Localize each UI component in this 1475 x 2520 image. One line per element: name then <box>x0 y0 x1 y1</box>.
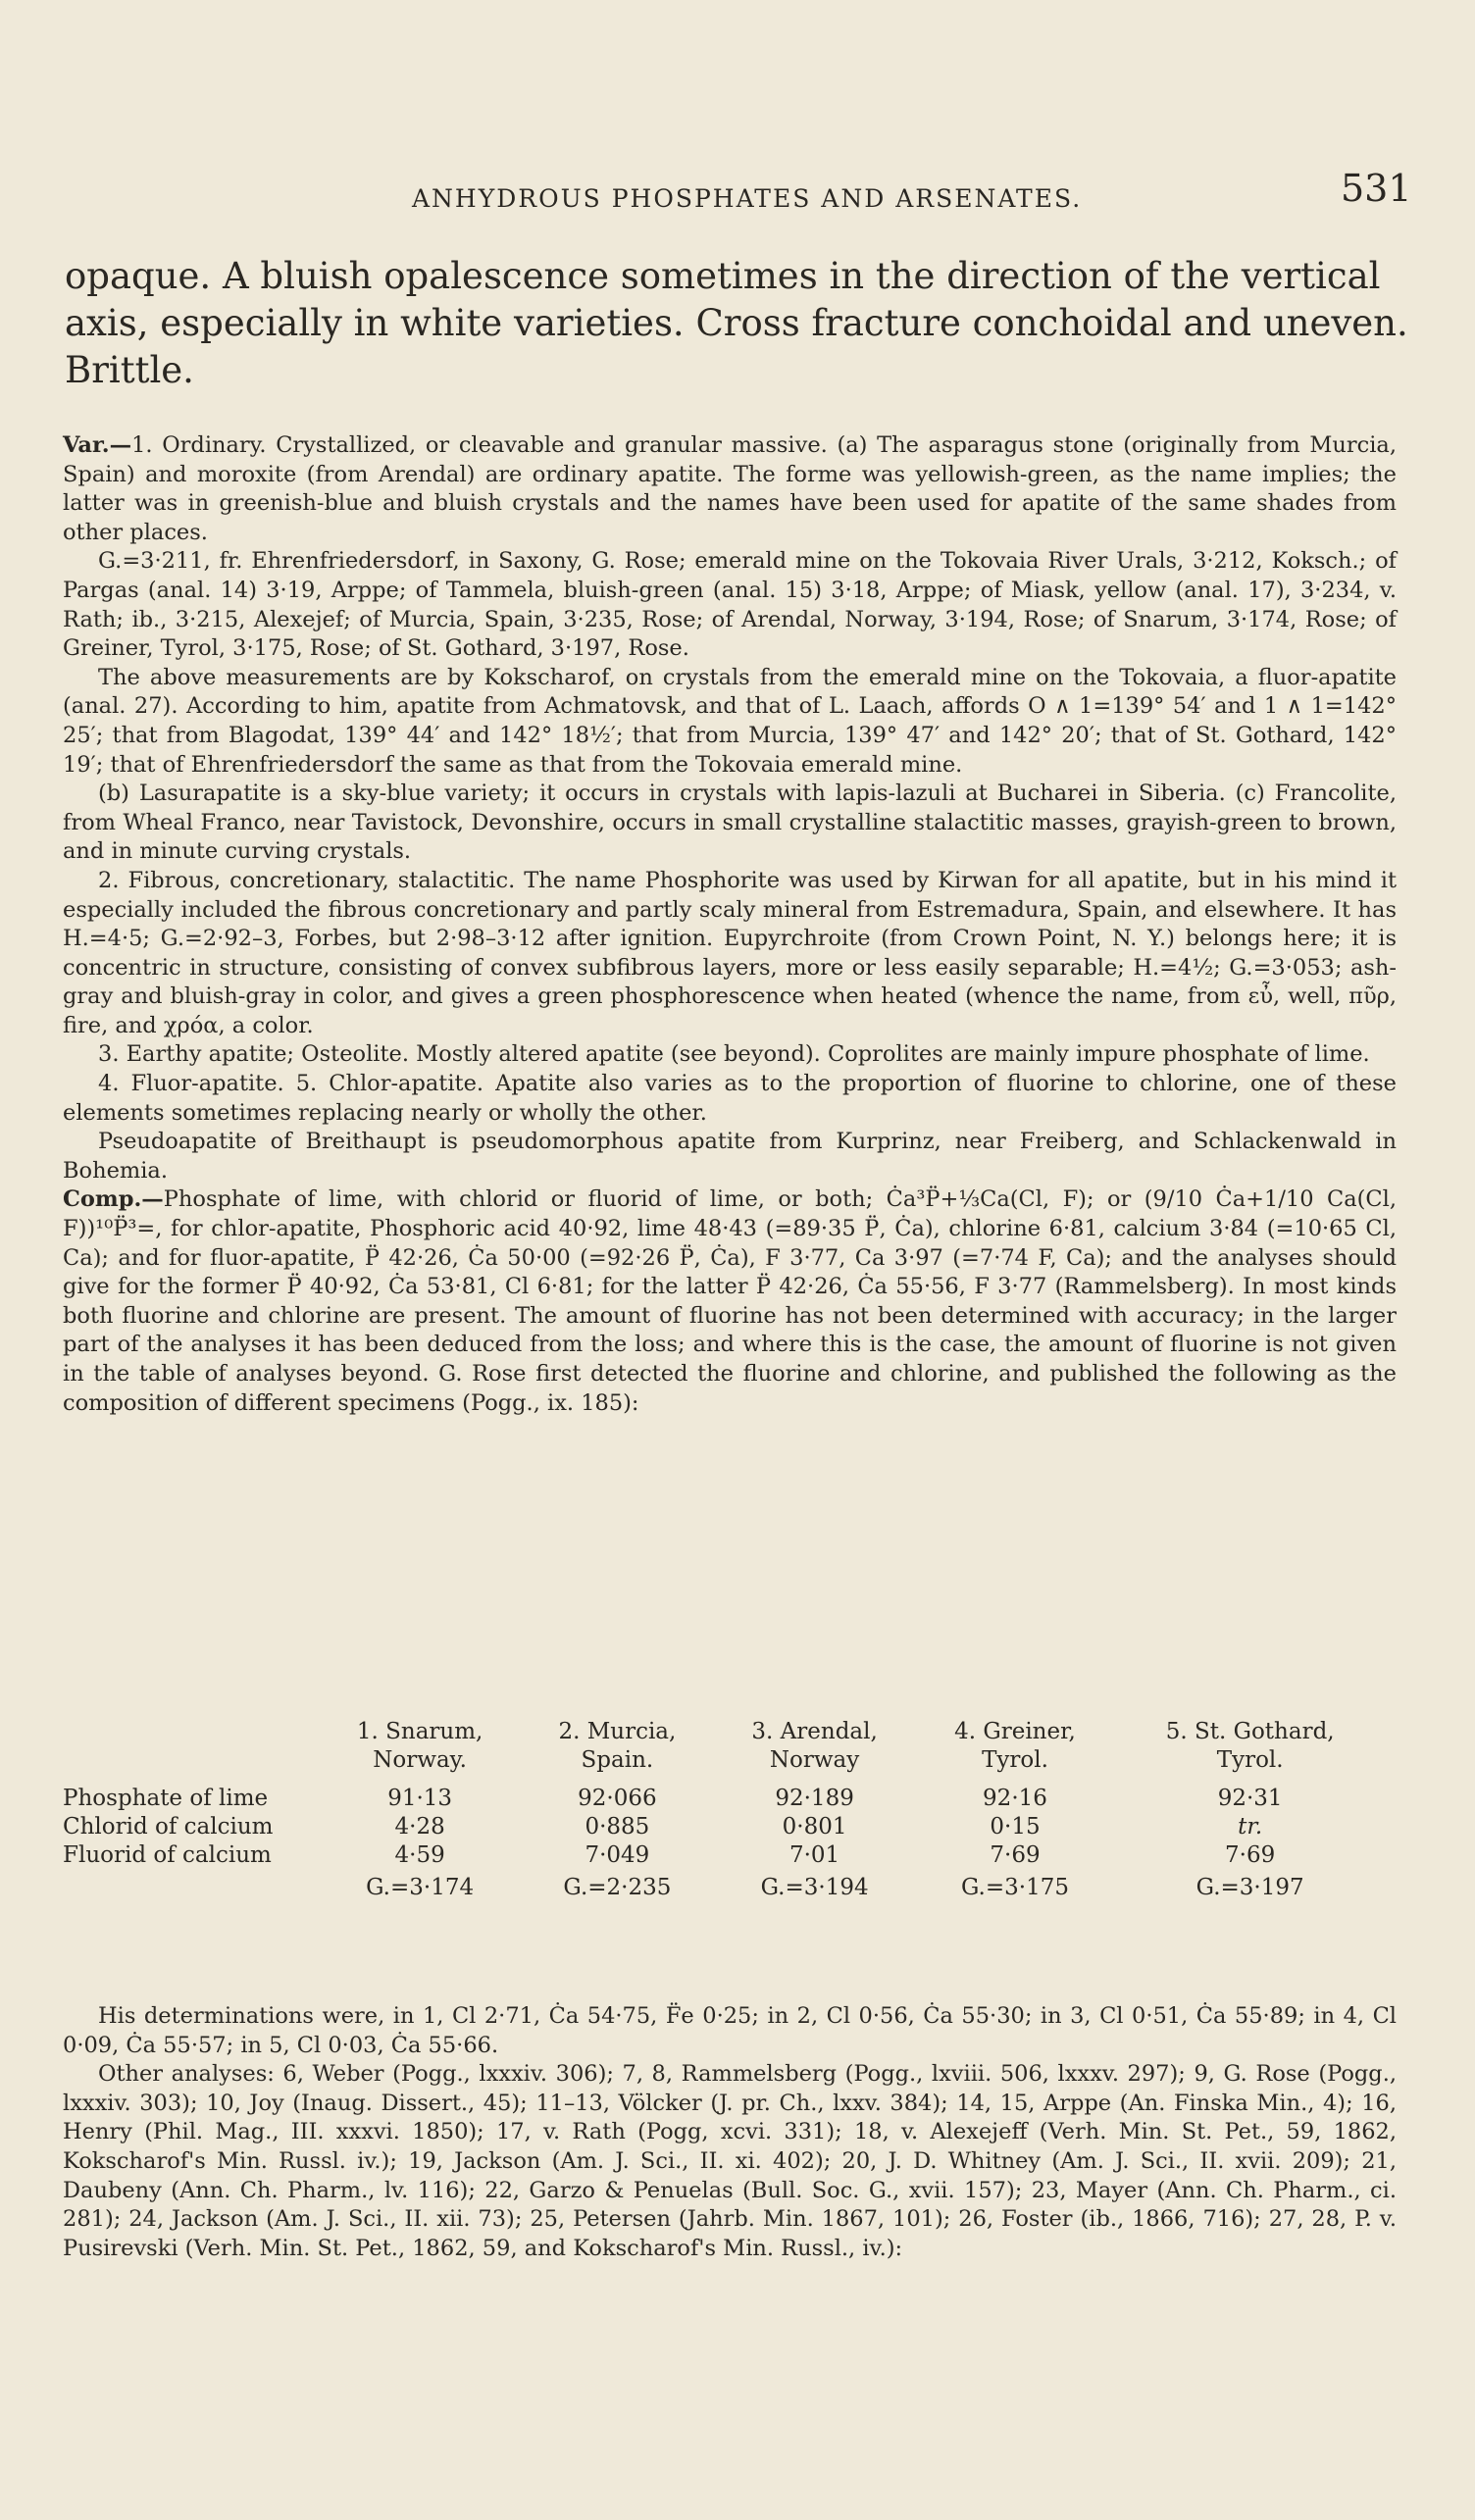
paragraph-measurements: The above measurements are by Kokscharof, on crystals from the emerald mine on the Tokovaia, a fluor-apatite (anal. 27). According to him, apatite from Achmatovsk, and that of L. Laach, affords O ∧ 1=139° 54′ and 1 ∧ 1=142° 25′; that from Blagodat, 139° 44′ and 142° 18½′; that from Murcia, 139° 47′ and 142° 20′; that of St. Gothard, 142° 19′; that of Ehrenfriedersdorf the same as that from the Tokovaia emerald mine. <box>63 664 1397 778</box>
table-header-empty <box>63 1718 318 1785</box>
paragraph-head: Var.— <box>63 432 132 458</box>
row-label: Chlorid of calcium <box>63 1814 274 1840</box>
table-cell: 7·69 <box>1225 1842 1276 1868</box>
paragraph-other-analyses: Other analyses: 6, Weber (Pogg., lxxxiv. 306); 7, 8, Rammelsberg (Pogg., lxviii. 506, lxxxv. 297); 9, G. Rose (Pogg., lxxxiv. 303); 10, Joy (Inaug. Dissert., 45); 11–13, Völcker (J. pr. Ch., lxxv. 384); 14, 15, Arppe (An. Finska Min., 4); 16, Henry (Phil. Mag., III. xxxvi. 1850); 17, v. Rath (Pogg, xcvi. 331); 18, v. Alexejeff (Verh. Min. St. Pet., 59, 1862, Kokscharof's Min. Russl. iv.); 19, Jackson (Am. J. Sci., II. xi. 402); 20, J. D. Whitney (Am. J. Sci., II. xvii. 209); 21, Daubeny (Ann. Ch. Pharm., lv. 116); 22, Garzo & Penuelas (Bull. Soc. G., xvii. 157); 23, Mayer (Ann. Ch. Pharm., ci. 281); 24, Jackson (Am. J. Sci., II. xii. 73); 25, Petersen (Jahrb. Min. 1867, 101); 26, Foster (ib., 1866, 716); 27, 28, P. v. Pusirevski (Verh. Min. St. Pet., 1862, 59, and Kokscharof's Min. Russl., iv.): <box>63 2061 1397 2261</box>
table-cell: G.=3·174 <box>366 1875 475 1900</box>
notes-section <box>63 2002 1397 2263</box>
column-header: 4. Greiner, Tyrol. <box>954 1719 1076 1773</box>
table-cell: G.=3·194 <box>760 1875 869 1900</box>
table-cell: G.=3·175 <box>960 1875 1069 1900</box>
analysis-table <box>63 1718 1387 1902</box>
paragraph-specific-gravity: G.=3·211, fr. Ehrenfriedersdorf, in Saxony, G. Rose; emerald mine on the Tokovaia River Urals, 3·212, Koksch.; of Pargas (anal. 14) 3·19, Arppe; of Tammela, bluish-green (anal. 15) 3·18, Arppe; of Miask, yellow (anal. 17), 3·234, v. Rath; ib., 3·215, Alexejef; of Murcia, Spain, 3·235, Rose; of Arendal, Norway, 3·194, Rose; of Snarum, 3·174, Rose; of Greiner, Tyrol, 3·175, Rose; of St. Gothard, 3·197, Rose. <box>63 548 1397 662</box>
table-cell: 92·066 <box>578 1786 657 1811</box>
table-cell: 91·13 <box>387 1786 453 1811</box>
table-row <box>63 1813 1387 1841</box>
table-cell: 92·16 <box>983 1786 1047 1811</box>
table-cell: 0·15 <box>990 1814 1041 1840</box>
table-cell: 0·801 <box>782 1814 847 1840</box>
lead-paragraph: opaque. A bluish opalescence sometimes in the direction of the vertical axis, especially in white varieties. Cross fracture conchoidal and uneven. Brittle. <box>65 255 1408 391</box>
paragraph-text: 1. Ordinary. Crystallized, or cleavable and granular massive. (a) The asparagus stone (originally from Murcia, Spain) and moroxite (from Arendal) are ordinary apatite. The forme was yellowish-green, as the name implies; the latter was in greenish-blue and bluish crystals and the names have been used for apatite of the same shades from other places. <box>63 432 1397 545</box>
paragraph-text: Phosphate of lime, with chlorid or fluorid of lime, or both; Ċa³P̈+⅓Ca(Cl, F); or (9/10 Ċa+1/10 Ca(Cl, F))¹⁰P̈³=, for chlor-apatite, Phosphoric acid 40·92, lime 48·43 (=89·35 P̈, Ċa), chlorine 6·81, calcium 3·84 (=10·65 Cl, Ca); and for fluor-apatite, P̈ 42·26, Ċa 50·00 (=92·26 P̈, Ċa), F 3·77, Ca 3·97 (=7·74 F, Ca); and the analyses should give for the former P̈ 40·92, Ċa 53·81, Cl 6·81; for the latter P̈ 42·26, Ċa 55·56, F 3·77 (Rammelsberg). In most kinds both fluorine and chlorine are present. The amount of fluorine has not been determined with accuracy; in the larger part of the analyses it has been deduced from the loss; and where this is the case, the amount of fluorine is not given in the table of analyses beyond. G. Rose first detected the fluorine and chlorine, and published the following as the composition of different specimens (Pogg., ix. 185): <box>63 1186 1397 1416</box>
paragraph-fibrous: 2. Fibrous, concretionary, stalactitic. The name Phosphorite was used by Kirwan for all apatite, but in his mind it especially included the fibrous concretionary and partly scaly mineral from Estremadura, Spain, and elsewhere. It has H.=4·5; G.=2·92–3, Forbes, but 2·98–3·12 after ignition. Eupyrchroite (from Crown Point, N. Y.) belongs here; it is concentric in structure, consisting of convex subfibrous layers, more or less easily separable; H.=4½; G.=3·053; ash-gray and bluish-gray in color, and gives a green phosphorescence when heated (whence the name, from εὖ, well, πῦρ, fire, and χρόα, a color. <box>63 867 1397 1038</box>
table-cell: 7·69 <box>990 1842 1041 1868</box>
table-cell: 7·01 <box>788 1842 840 1868</box>
column-header: 5. St. Gothard, Tyrol. <box>1165 1719 1335 1773</box>
row-label-empty <box>63 1870 318 1902</box>
table-cell: G.=3·197 <box>1195 1875 1304 1900</box>
table-row <box>63 1785 1387 1813</box>
table-cell: tr. <box>1238 1814 1263 1840</box>
paragraph-lasurapatite: (b) Lasurapatite is a sky-blue variety; it occurs in crystals with lapis-lazuli at Bucharei in Siberia. (c) Francolite, from Wheal Franco, near Tavistock, Devonshire, occurs in small crystalline stalactitic masses, grayish-green to brown, and in minute curving crystals. <box>63 781 1397 865</box>
page-number: 531 <box>1341 167 1412 210</box>
paragraph-determinations: His determinations were, in 1, Cl 2·71, Ċa 54·75, F̈e 0·25; in 2, Cl 0·56, Ċa 55·30; in 3, Cl 0·51, Ċa 55·89; in 4, Cl 0·09, Ċa 55·57; in 5, Cl 0·03, Ċa 55·66. <box>63 2003 1397 2058</box>
row-label: Phosphate of lime <box>63 1786 269 1811</box>
table-header-row <box>63 1718 1387 1785</box>
paragraph-pseudoapatite: Pseudoapatite of Breithaupt is pseudomorphous apatite from Kurprinz, near Freiberg, and Schlackenwald in Bohemia. <box>63 1129 1397 1184</box>
table-cell: 0·885 <box>585 1814 650 1840</box>
table-row <box>63 1841 1387 1870</box>
table-cell: 92·31 <box>1217 1786 1283 1811</box>
table-cell: 7·049 <box>585 1842 650 1868</box>
paragraph-fluor-chlor: 4. Fluor-apatite. 5. Chlor-apatite. Apatite also varies as to the proportion of fluorine to chlorine, one of these elements sometimes replacing nearly or wholly the other. <box>63 1071 1397 1126</box>
paragraph-head: Comp.— <box>63 1186 164 1213</box>
specific-gravity-row <box>63 1870 1387 1902</box>
table-cell: G.=2·235 <box>563 1875 672 1900</box>
table-cell: 4·28 <box>394 1814 445 1840</box>
paragraph-comp <box>63 1185 1397 1418</box>
paragraph-var <box>63 431 1397 547</box>
column-header: 2. Murcia, Spain. <box>558 1719 677 1773</box>
column-header: 3. Arendal, Norway <box>751 1719 878 1773</box>
paragraph-earthy: 3. Earthy apatite; Osteolite. Mostly altered apatite (see beyond). Coprolites are mainly impure phosphate of lime. <box>98 1041 1370 1068</box>
column-header: 1. Snarum, Norway. <box>356 1719 483 1773</box>
row-label: Fluorid of calcium <box>63 1842 272 1868</box>
running-title: ANHYDROUS PHOSPHATES AND ARSENATES. <box>412 184 1083 213</box>
table-cell: 4·59 <box>394 1842 445 1868</box>
body-text <box>63 431 1397 1418</box>
table-cell: 92·189 <box>775 1786 854 1811</box>
